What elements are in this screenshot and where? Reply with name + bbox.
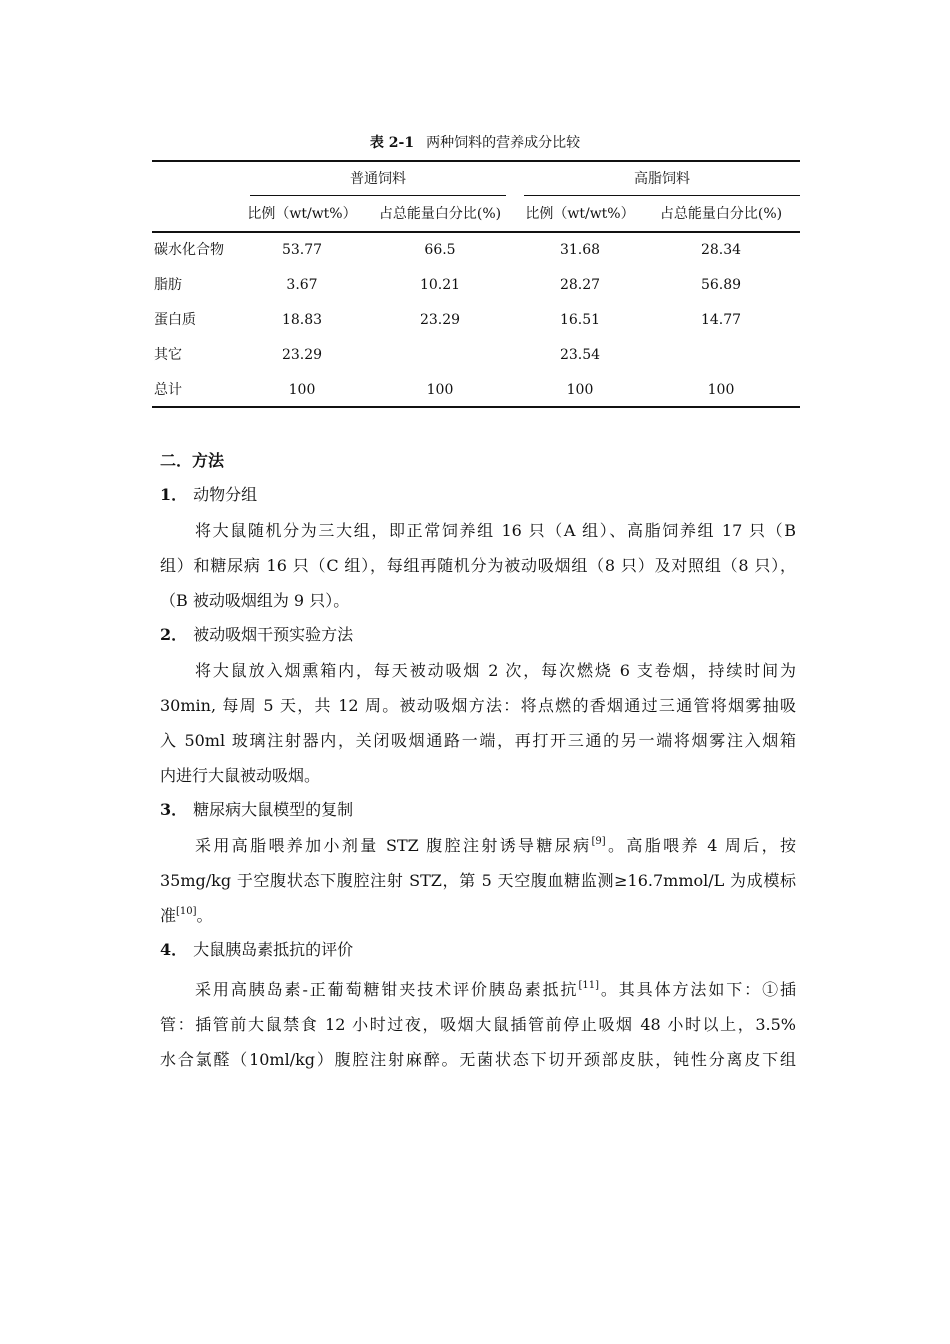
text-segment: 。高脂喂养 4 周后，按 [605, 836, 796, 855]
row-label: 脂肪 [154, 277, 182, 293]
text-segment: 采用高胰岛素-正葡萄糖钳夹技术评价胰岛素抵抗 [195, 980, 579, 999]
group-header-normal: 普通饲料 [350, 171, 406, 187]
text-line [160, 972, 796, 1007]
subheader-energy-normal: 占总能量白分比(%) [378, 206, 502, 222]
citation-ref: [10] [176, 906, 197, 917]
citation-ref: [9] [591, 836, 606, 847]
text-line: 组）和糖尿病 16 只（C 组），每组再随机分为被动吸烟组（8 只）及对照组（8 只）， [160, 556, 796, 575]
group-rule-highfat [524, 195, 800, 196]
text-segment: 。 [196, 906, 213, 925]
subsection-title: 动物分组 [193, 485, 258, 504]
table-cell: 100 [566, 382, 594, 398]
nutrition-table [152, 160, 800, 410]
table-cell: 66.5 [424, 242, 456, 258]
text-line: 将大鼠随机分为三大组，即正常饲养组 16 只（A 组）、高脂饲养组 17 只（B [195, 521, 796, 540]
subsection-number: 2． [160, 625, 188, 644]
table-caption [150, 133, 800, 153]
row-label: 碳水化合物 [154, 242, 224, 258]
table-cell: 53.77 [281, 242, 323, 258]
subheader-energy-highfat: 占总能量白分比(%) [659, 206, 783, 222]
paragraph-1 [160, 513, 796, 618]
text-line [160, 828, 796, 863]
text-line: 将大鼠放入烟熏箱内，每天被动吸烟 2 次，每次燃烧 6 支卷烟，持续时间为 [195, 661, 796, 680]
citation-ref: [11] [578, 980, 599, 991]
table-bottom-rule [152, 406, 800, 408]
text-segment: 采用高脂喂养加小剂量 STZ 腹腔注射诱导糖尿病 [195, 836, 592, 855]
row-label: 蛋白质 [154, 312, 196, 328]
table-cell: 100 [707, 382, 735, 398]
table-cell: 28.34 [700, 242, 742, 258]
group-rule-normal [250, 195, 506, 196]
subsection-title: 糖尿病大鼠模型的复制 [193, 800, 354, 819]
subsection-heading-3 [160, 798, 353, 822]
table-cell: 10.21 [419, 277, 461, 293]
table-caption-title: 两种饲料的营养成分比较 [426, 135, 581, 151]
table-header-rule [152, 231, 800, 233]
paragraph-2 [160, 653, 796, 793]
subheader-ratio-highfat: 比例（wt/wt%） [525, 206, 635, 222]
text-line [160, 898, 796, 933]
table-cell: 3.67 [286, 277, 318, 293]
table-cell: 14.77 [700, 312, 742, 328]
paragraph-4 [160, 972, 796, 1077]
row-label: 总计 [154, 382, 182, 398]
table-cell: 23.54 [559, 347, 601, 363]
text-line: 水合氯醛（10ml/kg）腹腔注射麻醉。无菌状态下切开颈部皮肤，钝性分离皮下组 [160, 1050, 796, 1069]
subsection-heading-4 [160, 938, 353, 962]
text-segment: 。其具体方法如下：①插 [598, 980, 796, 999]
subheader-ratio-normal: 比例（wt/wt%） [247, 206, 357, 222]
text-line: （B 被动吸烟组为 9 只）。 [160, 591, 350, 610]
table-cell: 100 [288, 382, 316, 398]
section-title: 二．方法 [160, 451, 225, 470]
table-cell: 100 [426, 382, 454, 398]
table-top-rule [152, 160, 800, 162]
group-header-highfat: 高脂饲料 [634, 171, 690, 187]
table-caption-number: 表 2-1 [369, 135, 415, 151]
table-cell: 16.51 [559, 312, 601, 328]
subsection-number: 1． [160, 485, 188, 504]
subsection-title: 被动吸烟干预实验方法 [193, 625, 354, 644]
subsection-heading-1 [160, 483, 257, 507]
text-line: 管：插管前大鼠禁食 12 小时过夜，吸烟大鼠插管前停止吸烟 48 小时以上，3.5% [160, 1015, 796, 1034]
table-cell: 31.68 [559, 242, 601, 258]
table-cell: 23.29 [281, 347, 323, 363]
row-label: 其它 [154, 347, 182, 363]
table-cell: 18.83 [281, 312, 323, 328]
table-cell: 56.89 [700, 277, 742, 293]
table-cell: 23.29 [419, 312, 461, 328]
table-cell: 28.27 [559, 277, 601, 293]
paragraph-3 [160, 828, 796, 933]
text-line: 内进行大鼠被动吸烟。 [160, 766, 321, 785]
text-line: 35mg/kg 于空腹状态下腹腔注射 STZ，第 5 天空腹血糖监测≥16.7mmol/L 为成模标 [160, 871, 796, 890]
text-line: 入 50ml 玻璃注射器内，关闭吸烟通路一端，再打开三通的另一端将烟雾注入烟箱 [160, 731, 796, 750]
subsection-number: 3． [160, 800, 188, 819]
subsection-heading-2 [160, 623, 353, 647]
subsection-number: 4． [160, 940, 188, 959]
subsection-title: 大鼠胰岛素抵抗的评价 [193, 940, 354, 959]
text-segment: 准 [160, 906, 177, 925]
text-line: 30min, 每周 5 天，共 12 周。被动吸烟方法：将点燃的香烟通过三通管将烟雾抽吸 [160, 696, 796, 715]
